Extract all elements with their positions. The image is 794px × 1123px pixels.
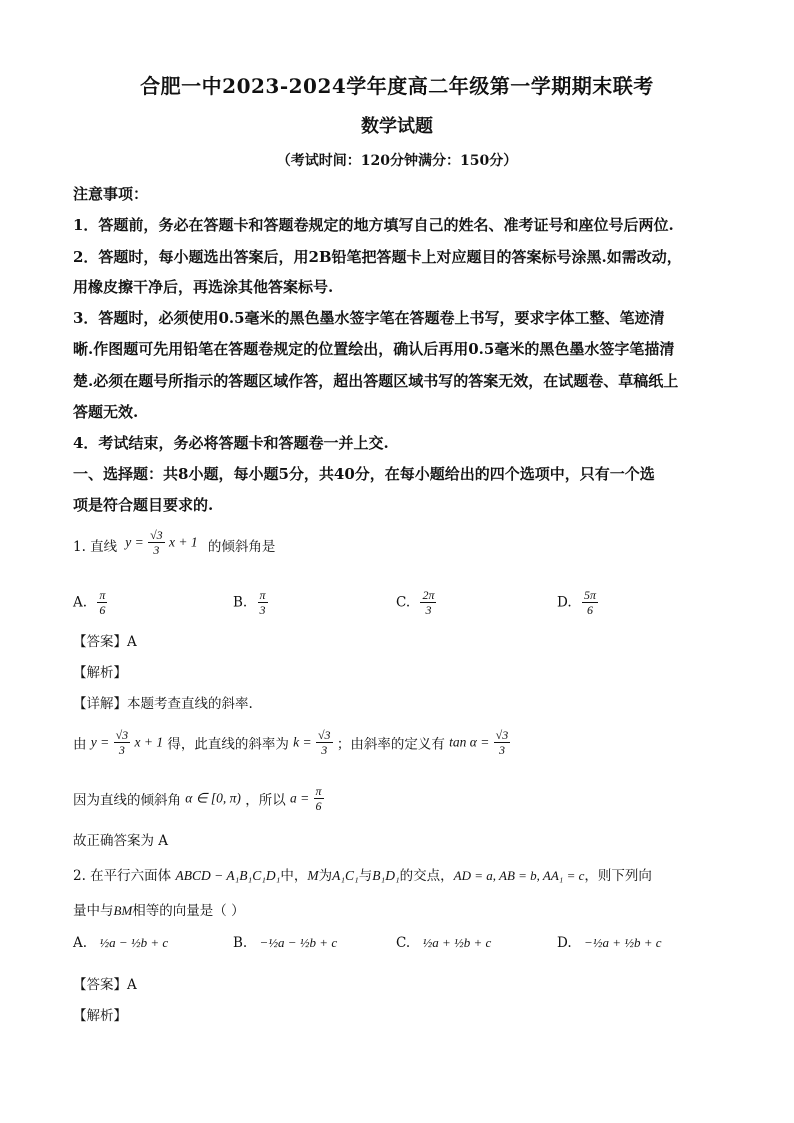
- q1-sol-fraction-1-den: 3: [118, 743, 125, 757]
- q1-option-c: [396, 588, 436, 617]
- q1-sol-fraction-2-num: √3: [317, 728, 331, 742]
- q2-stem-d: 与: [358, 868, 373, 884]
- q2-option-c-label: C.: [396, 935, 411, 951]
- q1-sol2-num: π: [315, 784, 322, 798]
- q1-analysis-heading: 【解析】: [73, 665, 127, 681]
- q1-option-c-fraction: [420, 588, 436, 617]
- q1-option-a-den: 6: [99, 603, 106, 617]
- q2-vector-defs: AD = a, AB = b, AA₁ = c: [453, 868, 585, 883]
- q1-solution-line-1: [73, 728, 510, 757]
- q1-sol-k: k =: [293, 734, 312, 750]
- notice-item-2-line-1: 2．答题时，每小题选出答案后，用2B铅笔把答题卡上对应题目的答案标号涂黑.如需改动，: [73, 248, 682, 266]
- q1-option-c-num: 2π: [422, 588, 435, 602]
- exam-time-info: （考试时间：120分钟满分：150分）: [276, 153, 518, 169]
- q1-slope-fraction: [148, 528, 165, 557]
- q1-eq-tail: x + 1: [168, 534, 198, 550]
- q1-sol-fraction-1-num: √3: [115, 728, 129, 742]
- q1-option-a-label: A.: [73, 594, 88, 611]
- q1-sol2-fraction: [314, 784, 324, 813]
- notice-item-1: 1．答题前，务必在答题卡和答题卷规定的地方填写自己的姓名、准考证号和座位号后两位.: [73, 216, 674, 234]
- page-subtitle: 数学试题: [361, 116, 433, 137]
- q1-option-b-den: 3: [259, 603, 266, 617]
- q2-stem-g: 量中与: [73, 903, 114, 919]
- q1-sol-b: 得，此直线的斜率为: [167, 736, 289, 753]
- q1-slope-den: 3: [153, 543, 160, 557]
- q1-sol2-den: 6: [315, 799, 322, 813]
- notice-heading: 注意事项：: [73, 185, 149, 203]
- section-1-heading-line-2: 项是符合题目要求的.: [73, 496, 214, 514]
- q1-solution-line-2: [73, 784, 324, 813]
- q2-stem-h: 相等的向量是（ ）: [132, 903, 245, 919]
- q1-stem: [73, 528, 275, 557]
- q1-option-b: [233, 588, 268, 617]
- q1-sol-fraction-3-num: √3: [495, 728, 509, 742]
- q1-sol-eq-y: y =: [90, 734, 110, 750]
- q1-option-d-fraction: [582, 588, 598, 617]
- q1-slope-num: √3: [150, 528, 163, 542]
- q1-sol-fraction-3-den: 3: [498, 743, 505, 757]
- q2-option-c: [396, 935, 491, 951]
- q1-option-d-label: D.: [557, 594, 572, 611]
- q1-option-b-fraction: [258, 588, 268, 617]
- q2-option-a-expr: ½a − ½b + c: [99, 935, 169, 950]
- q2-stem-b: 中，: [280, 868, 308, 884]
- q2-point-m: M: [307, 868, 319, 883]
- q2-seg-ac: A₁C₁: [332, 868, 359, 883]
- q1-option-b-label: B.: [233, 594, 248, 611]
- q2-stem-c: 为: [318, 868, 333, 884]
- q2-option-d: [557, 935, 662, 951]
- q2-vector-bm: BM: [113, 903, 133, 918]
- q2-option-d-label: D.: [557, 935, 572, 951]
- q1-option-d-den: 6: [586, 603, 593, 617]
- q2-option-b-expr: −½a − ½b + c: [259, 935, 338, 950]
- q1-sol2-set: α ∈ [0, π): [185, 790, 241, 806]
- q2-stem-line-2: [73, 899, 245, 919]
- q2-stem-line-1: [73, 864, 652, 884]
- q1-detail: 【详解】本题考查直线的斜率.: [73, 696, 253, 712]
- q1-conclusion: 故正确答案为 A: [73, 833, 169, 849]
- q2-solid: ABCD − A₁B₁C₁D₁: [175, 868, 281, 883]
- notice-item-3-line-2: 晰.作图题可先用铅笔在答题卷规定的位置绘出，确认后再用0.5毫米的黑色墨水签字笔描清: [73, 340, 675, 358]
- q2-option-b: [233, 935, 337, 951]
- q1-eq-y: y =: [125, 534, 144, 550]
- q1-sol-c: ；由斜率的定义有: [336, 736, 445, 753]
- notice-item-3-line-1: 3．答题时，必须使用0.5毫米的黑色墨水签字笔在答题卷上书写，要求字体工整、笔迹清: [73, 309, 665, 327]
- q1-option-a-num: π: [99, 588, 106, 602]
- q2-analysis-heading: 【解析】: [73, 1008, 127, 1024]
- q2-stem-e: 的交点，: [399, 868, 454, 884]
- q1-option-c-den: 3: [425, 603, 432, 617]
- notice-item-4: 4．考试结束，务必将答题卡和答题卷一并上交.: [73, 434, 389, 452]
- notice-item-3-line-4: 答题无效.: [73, 403, 139, 421]
- q1-sol-tan: tan α =: [449, 734, 490, 750]
- q1-answer: 【答案】A: [73, 634, 137, 650]
- q1-sol-fraction-2: [316, 728, 333, 757]
- q1-option-c-label: C.: [396, 594, 411, 611]
- q1-option-b-num: π: [259, 588, 266, 602]
- q1-sol-eq-tail: x + 1: [134, 734, 164, 750]
- q1-option-d: [557, 588, 598, 617]
- q1-option-d-num: 5π: [583, 588, 596, 602]
- q1-sol-fraction-2-den: 3: [321, 743, 328, 757]
- q2-option-d-expr: −½a + ½b + c: [583, 935, 662, 950]
- q1-sol-a: 由: [73, 736, 87, 753]
- q2-option-a-label: A.: [73, 935, 88, 951]
- q1-prefix: 1. 直线: [73, 539, 118, 555]
- q1-sol-fraction-1: [114, 728, 131, 757]
- q2-option-a: [73, 935, 168, 951]
- q1-option-a-fraction: [97, 588, 107, 617]
- q1-sol2-b: ，所以: [245, 792, 286, 809]
- q1-option-a: [73, 588, 107, 617]
- notice-item-2-line-2: 用橡皮擦干净后，再选涂其他答案标号.: [73, 278, 334, 296]
- q2-option-b-label: B.: [233, 935, 248, 951]
- q1-sol-fraction-3: [494, 728, 511, 757]
- q1-suffix: 的倾斜角是: [207, 539, 276, 555]
- notice-item-3-line-3: 楚.必须在题号所指示的答题区域作答，超出答题区域书写的答案无效，在试题卷、草稿纸上: [73, 372, 679, 390]
- q2-seg-bd: B₁D₁: [372, 868, 400, 883]
- q2-answer: 【答案】A: [73, 977, 137, 993]
- q1-sol2-eq: a =: [290, 790, 310, 806]
- q2-stem-a: 2. 在平行六面体: [73, 868, 172, 884]
- page-title: 合肥一中2023-2024学年度高二年级第一学期期末联考: [140, 74, 654, 98]
- q2-stem-f: ，则下列向: [584, 868, 652, 884]
- q2-option-c-expr: ½a + ½b + c: [422, 935, 492, 950]
- q1-sol2-a: 因为直线的倾斜角: [73, 792, 181, 809]
- section-1-heading-line-1: 一、选择题：共8小题，每小题5分，共40分，在每小题给出的四个选项中，只有一个选: [73, 465, 655, 483]
